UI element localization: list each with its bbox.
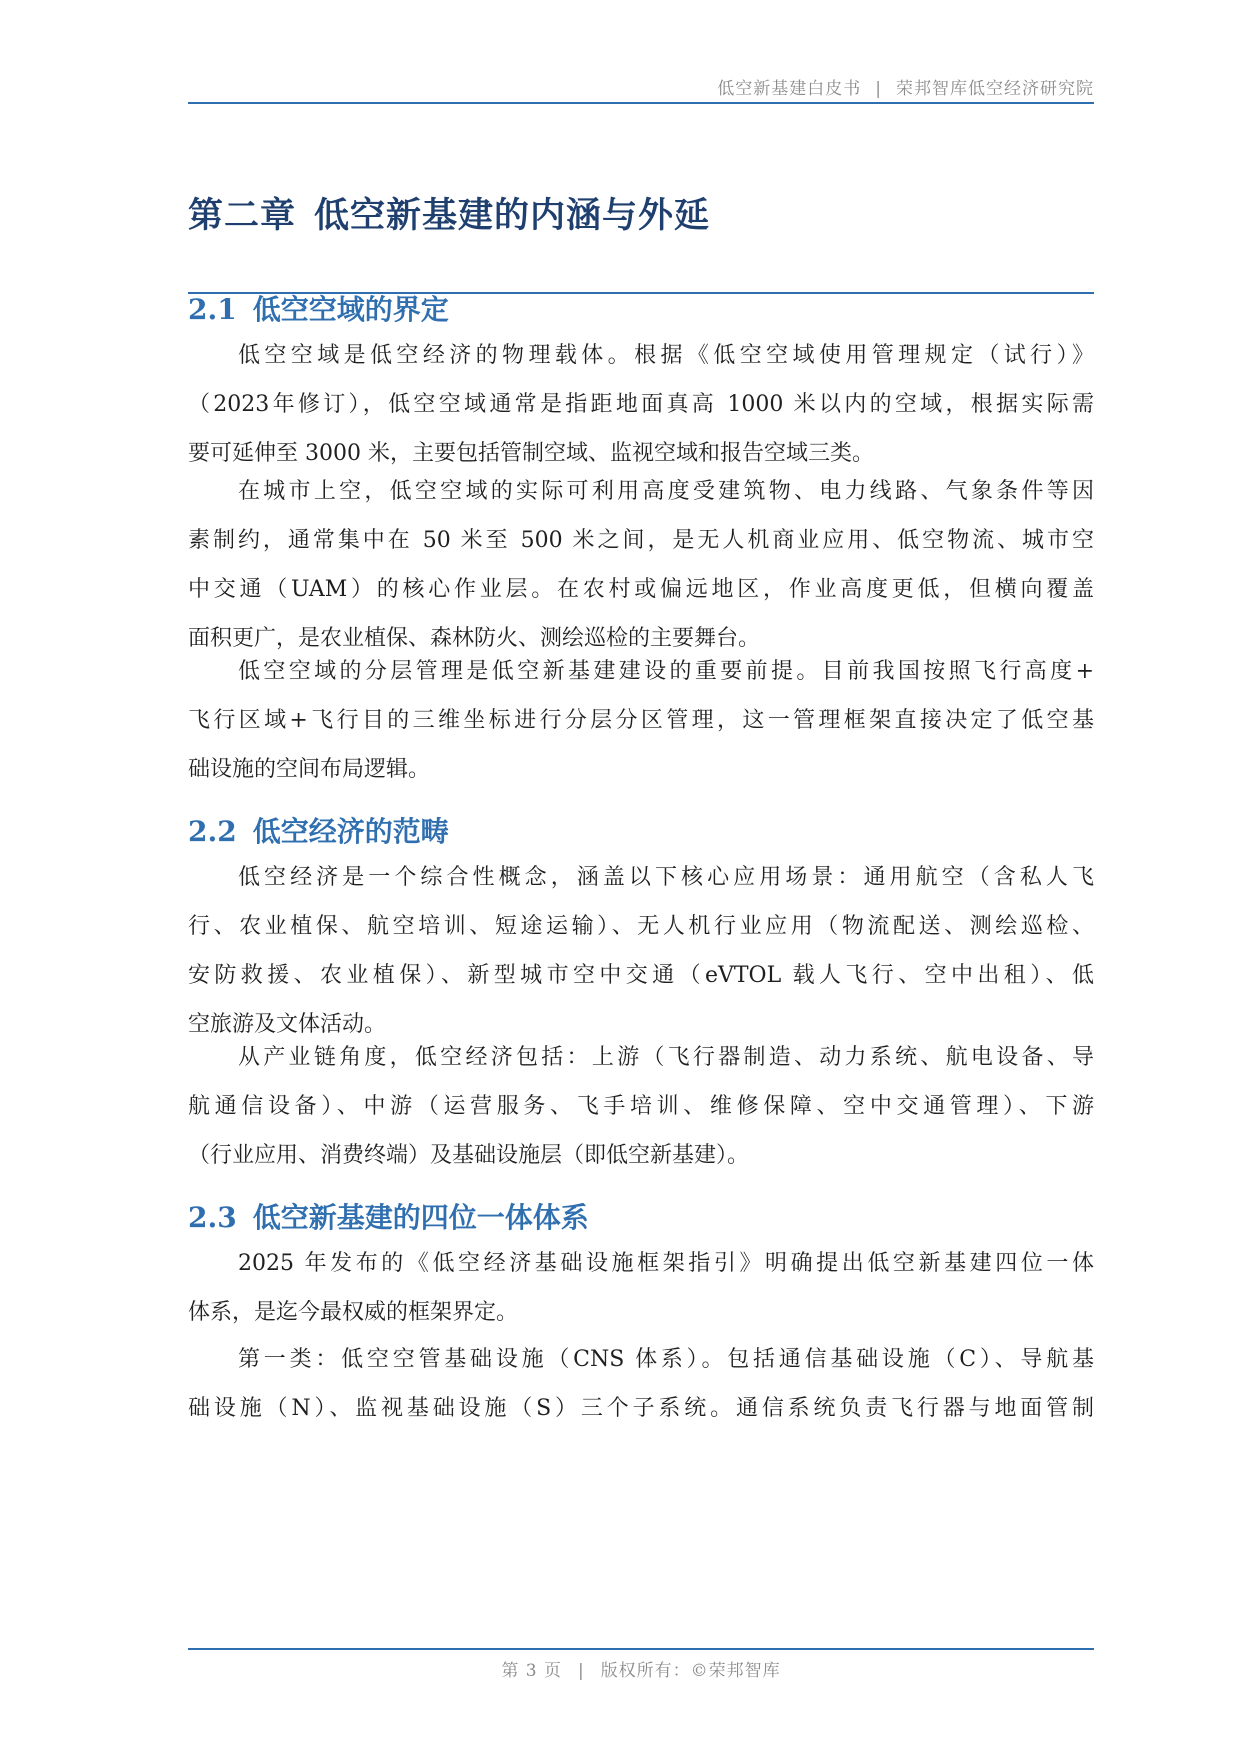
page-label-prefix: 第: [501, 1661, 520, 1681]
section-title-text: 低空新基建的四位一体体系: [252, 1201, 589, 1234]
section-number: 2.3: [188, 1201, 237, 1234]
text-line: 低空空域是低空经济的物理载体。根据《低空空域使用管理规定（试行）》: [238, 343, 1094, 368]
text-line: （行业应用、消费终端）及基础设施层（即低空新基建）。: [188, 1143, 750, 1168]
text-line: （2023年修订），低空空域通常是指距地面真高 1000 米以内的空域，根据实际需: [188, 392, 1094, 417]
section-heading: [188, 288, 449, 328]
text-line: 低空空域的分层管理是低空新基建建设的重要前提。目前我国按照飞行高度+: [238, 659, 1094, 684]
text-line: 中交通（UAM）的核心作业层。在农村或偏远地区，作业高度更低，但横向覆盖: [188, 577, 1094, 602]
page-number: 3: [525, 1661, 538, 1681]
text-line: 础设施（N）、监视基础设施（S）三个子系统。通信系统负责飞行器与地面管制: [188, 1396, 1094, 1421]
section-heading: [188, 810, 449, 850]
footer-divider: [188, 1648, 1094, 1650]
section-number: 2.1: [188, 293, 237, 326]
text-line: 低空经济是一个综合性概念，涵盖以下核心应用场景：通用航空（含私人飞: [238, 865, 1094, 890]
section-number: 2.2: [188, 815, 237, 848]
header-document-title: 低空新基建白皮书: [717, 79, 862, 99]
text-line: 第一类：低空空管基础设施（CNS 体系）。包括通信基础设施（C）、导航基: [238, 1347, 1094, 1372]
section-title-text: 低空空域的界定: [252, 293, 449, 326]
header-organization: 荣邦智库低空经济研究院: [896, 79, 1094, 99]
paragraph: [188, 1239, 1094, 1337]
paragraph: [188, 467, 1094, 663]
page-footer: [188, 1656, 1094, 1681]
section-heading: [188, 1196, 589, 1236]
paragraph: [188, 853, 1094, 1049]
page-label-suffix: 页: [543, 1661, 562, 1681]
paragraph: [188, 1033, 1094, 1180]
paragraph: [188, 1335, 1094, 1433]
footer-separator: |: [577, 1661, 585, 1681]
text-line: 础设施的空间布局逻辑。: [188, 757, 431, 782]
paragraph: [188, 647, 1094, 794]
text-line: 行、农业植保、航空培训、短途运输）、无人机行业应用（物流配送、测绘巡检、: [188, 914, 1094, 939]
header-separator: |: [875, 79, 882, 99]
paragraph: [188, 331, 1094, 478]
text-line: 航通信设备）、中游（运营服务、飞手培训、维修保障、空中交通管理）、下游: [188, 1094, 1094, 1119]
text-line: 要可延伸至 3000 米，主要包括管制空域、监视空域和报告空域三类。: [188, 441, 874, 466]
text-line: 面积更广，是农业植保、森林防火、测绘巡检的主要舞台。: [188, 626, 761, 651]
chapter-title: [188, 188, 710, 238]
chapter-name: 低空新基建的内涵与外延: [314, 195, 711, 236]
text-line: 2025 年发布的《低空经济基础设施框架指引》明确提出低空新基建四位一体: [238, 1251, 1094, 1276]
text-line: 飞行区域+飞行目的三维坐标进行分层分区管理，这一管理框架直接决定了低空基: [188, 708, 1094, 733]
running-header: [188, 74, 1094, 102]
section-title-text: 低空经济的范畴: [252, 815, 449, 848]
text-line: 安防救援、农业植保）、新型城市空中交通（eVTOL 载人飞行、空中出租）、低: [188, 963, 1094, 988]
header-divider: [188, 102, 1094, 104]
text-line: 从产业链角度，低空经济包括：上游（飞行器制造、动力系统、航电设备、导: [238, 1045, 1094, 1070]
text-line: 在城市上空，低空空域的实际可利用高度受建筑物、电力线路、气象条件等因: [238, 479, 1094, 504]
text-line: 素制约，通常集中在 50 米至 500 米之间，是无人机商业应用、低空物流、城市空: [188, 528, 1094, 553]
copyright-notice: 版权所有：©荣邦智库: [600, 1661, 781, 1681]
text-line: 空旅游及文体活动。: [188, 1012, 387, 1037]
chapter-number: 第二章: [188, 195, 297, 236]
text-line: 体系，是迄今最权威的框架界定。: [188, 1300, 519, 1325]
